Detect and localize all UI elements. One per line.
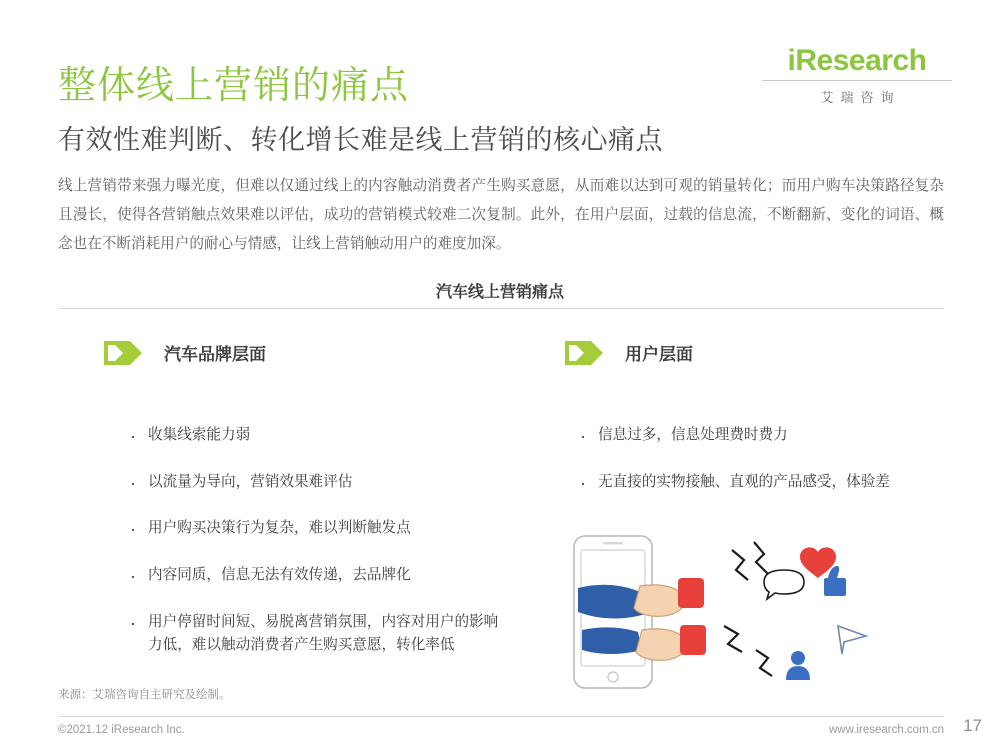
list-item: · 用户停留时间短、易脱离营销氛围，内容对用户的影响力低，难以触动消费者产生购买意愿，转化率低 xyxy=(128,611,508,658)
user-avatar-icon xyxy=(786,651,810,680)
list-item: · 信息过多，信息处理费时费力 xyxy=(578,424,923,448)
bullet-list-brand xyxy=(128,424,508,681)
section-divider xyxy=(58,308,944,309)
page-title: 整体线上营销的痛点 xyxy=(58,65,410,107)
hand-thumb-up-icon xyxy=(634,585,686,616)
list-item: · 用户购买决策行为复杂，难以判断触发点 xyxy=(128,517,508,541)
logo-chinese-name: 艾瑞咨询 xyxy=(820,90,901,105)
logo-divider xyxy=(762,80,952,81)
column-label: 用户层面 xyxy=(625,345,693,364)
body-paragraph: 线上营销带来强力曝光度，但难以仅通过线上的内容触动消费者产生购买意愿，从而难以达到可观的销量转化；而用户购车决策路径复杂且漫长，使得各营销触点效果难以评估，成功的营销模式较难二次复制。此外，在用户层面，过载的信息流，不断翻新、变化的词语、概念也在不断消耗用户的耐心与情感，让线上营销触动用户的难度加深。 xyxy=(58,178,944,253)
logo-wordmark xyxy=(762,46,952,76)
phone-speaker-icon xyxy=(603,542,623,544)
arrow-right-icon xyxy=(104,341,142,365)
sleeve-shape-lower xyxy=(582,627,642,654)
copyright-text: ©2021.12 iResearch Inc. xyxy=(58,724,185,736)
section-heading: 汽车线上营销痛点 xyxy=(435,284,564,301)
arrow-right-icon xyxy=(565,341,603,365)
list-item: · 无直接的实物接触、直观的产品感受，体验差 xyxy=(578,471,923,495)
spark-lines-icon xyxy=(732,550,748,580)
iresearch-logo xyxy=(762,46,952,106)
illustration-phone-reactions xyxy=(556,530,916,695)
spark-lines-icon xyxy=(756,650,772,676)
spark-lines-icon xyxy=(724,626,742,652)
thumb-up-tile xyxy=(678,578,704,608)
page-subtitle: 有效性难判断、转化增长难是线上营销的核心痛点 xyxy=(58,125,663,155)
hand-thumb-down-icon xyxy=(636,629,688,660)
list-item: · 以流量为导向，营销效果难评估 xyxy=(128,471,508,495)
speech-bubble-icon xyxy=(764,570,804,599)
logo-letter-i: i xyxy=(787,44,796,77)
paper-plane-icon xyxy=(838,626,866,654)
page-number: 17 xyxy=(963,716,982,735)
spark-lines-icon xyxy=(754,542,768,574)
website-url: www.iresearch.com.cn xyxy=(828,724,944,736)
source-note: 来源：艾瑞咨询自主研究及绘制。 xyxy=(58,689,231,701)
logo-text-research: Research xyxy=(795,44,927,77)
column-header-brand xyxy=(104,340,266,365)
thumb-down-tile xyxy=(680,625,706,655)
bullet-list-user xyxy=(578,424,923,517)
footer-divider xyxy=(58,716,944,717)
column-header-user xyxy=(565,340,693,365)
column-label: 汽车品牌层面 xyxy=(164,345,266,364)
list-item: · 内容同质，信息无法有效传递，去品牌化 xyxy=(128,564,508,588)
list-item: · 收集线索能力弱 xyxy=(128,424,508,448)
